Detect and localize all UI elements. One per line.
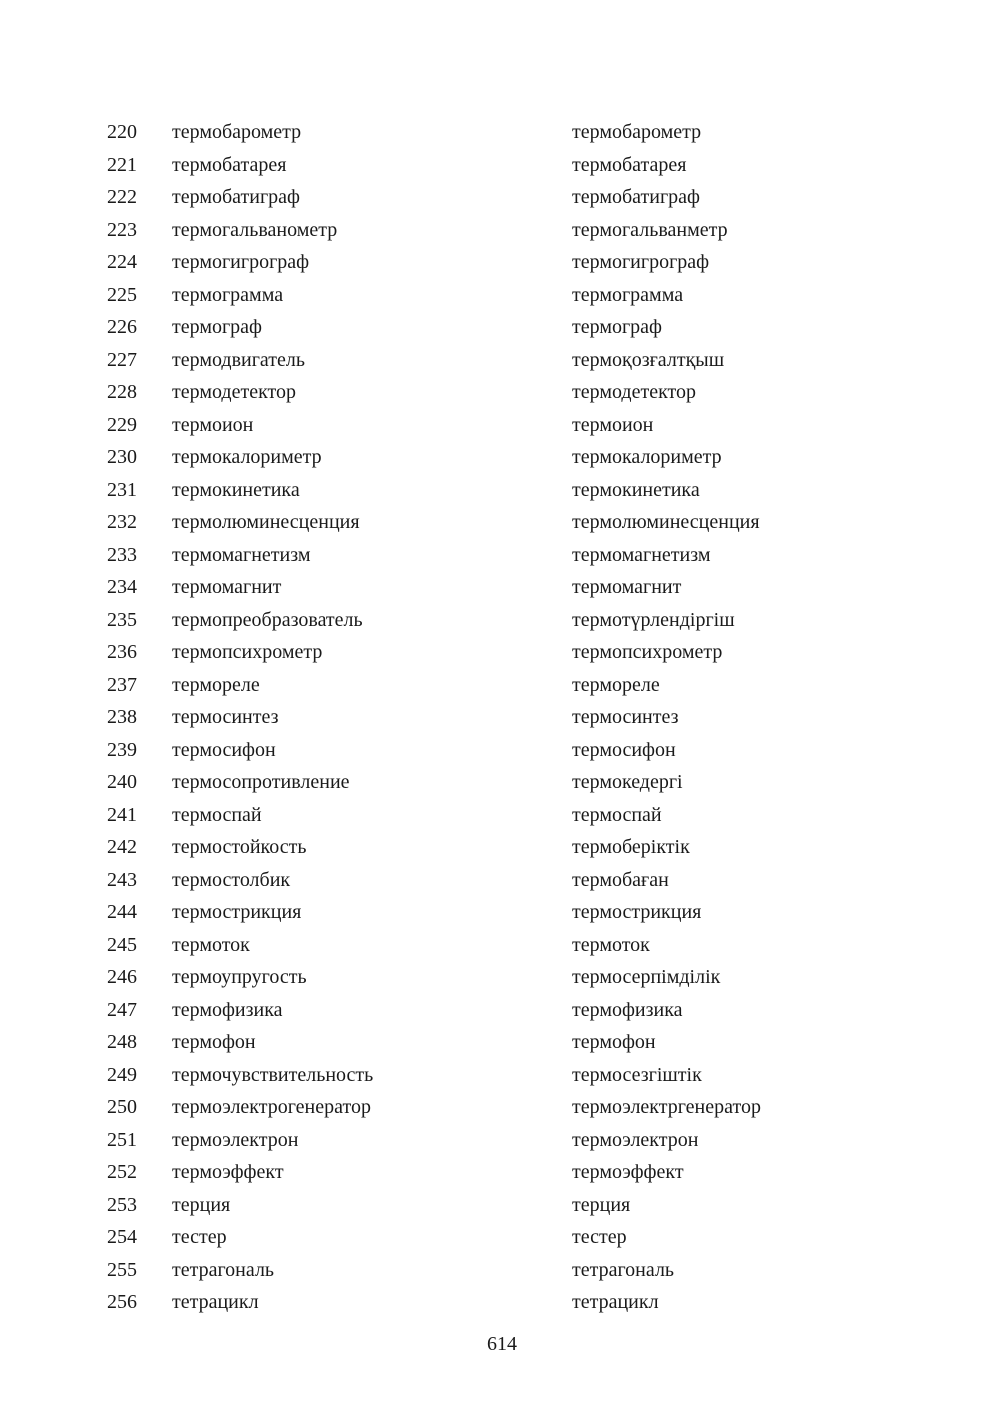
table-row — [0, 1124, 1004, 1157]
term-russian: термопсихрометр — [172, 641, 323, 663]
term-russian: термосифон — [172, 738, 276, 761]
table-row — [0, 734, 1004, 767]
term-kazakh: термоқозғалтқыш — [572, 348, 725, 371]
term-kazakh: термоток — [572, 933, 650, 956]
table-row — [0, 409, 1004, 442]
row-number: 221 — [107, 153, 137, 176]
row-number: 230 — [107, 446, 137, 468]
term-russian: тестер — [172, 1226, 227, 1248]
term-russian: термограф — [172, 316, 263, 338]
term-kazakh: термофизика — [572, 998, 683, 1021]
term-kazakh: термограмма — [572, 283, 684, 306]
term-russian: термосопротивление — [172, 771, 350, 793]
term-kazakh: термодетектор — [572, 381, 696, 403]
term-kazakh: термомагнит — [572, 576, 682, 598]
row-number: 248 — [107, 1031, 137, 1053]
term-russian: термомагнетизм — [172, 543, 311, 566]
row-number: 228 — [107, 381, 137, 403]
term-russian: термочувствительность — [172, 1063, 374, 1086]
table-row — [0, 376, 1004, 409]
term-russian: термобатиграф — [172, 186, 300, 208]
term-kazakh: термокалориметр — [572, 446, 722, 468]
table-row — [0, 181, 1004, 214]
term-russian: термодетектор — [172, 381, 296, 403]
row-number: 237 — [107, 673, 137, 696]
term-russian: термостолбик — [172, 868, 291, 891]
table-row — [0, 701, 1004, 734]
term-kazakh: термомагнетизм — [572, 543, 711, 566]
table-row — [0, 571, 1004, 604]
row-number: 255 — [107, 1258, 137, 1281]
row-number: 252 — [107, 1161, 137, 1183]
term-russian: термолюминесценция — [172, 511, 360, 533]
row-number: 223 — [107, 218, 137, 241]
term-kazakh: термограф — [572, 316, 663, 338]
row-number: 235 — [107, 608, 137, 631]
term-russian: термокалориметр — [172, 446, 322, 468]
term-russian: термоэффект — [172, 1161, 284, 1183]
term-kazakh: термотүрлендіргіш — [572, 608, 735, 631]
term-russian: термореле — [172, 673, 260, 696]
term-kazakh: термореле — [572, 673, 660, 696]
term-kazakh: термобарометр — [572, 121, 702, 143]
term-russian: термостойкость — [172, 836, 307, 858]
term-kazakh: термокинетика — [572, 478, 700, 501]
table-row — [0, 1254, 1004, 1287]
row-number: 227 — [107, 348, 137, 371]
term-russian: термоэлектрон — [172, 1128, 299, 1151]
term-kazakh: термогальванметр — [572, 218, 728, 241]
table-row — [0, 1091, 1004, 1124]
term-russian: термофон — [172, 1031, 256, 1053]
table-row — [0, 799, 1004, 832]
term-russian: термоспай — [172, 803, 262, 826]
table-row — [0, 474, 1004, 507]
term-kazakh: термокедергі — [572, 771, 683, 793]
term-russian: тетрагональ — [172, 1258, 275, 1281]
row-number: 226 — [107, 316, 137, 338]
term-russian: термогальванометр — [172, 218, 338, 241]
term-kazakh: термосерпімділік — [572, 966, 721, 988]
term-kazakh: термоспай — [572, 803, 662, 826]
term-kazakh: термофон — [572, 1031, 656, 1053]
term-russian: термогигрограф — [172, 251, 310, 273]
term-kazakh: термострикция — [572, 901, 702, 923]
row-number: 247 — [107, 998, 137, 1021]
term-kazakh: термосинтез — [572, 706, 679, 728]
table-row — [0, 1156, 1004, 1189]
row-number: 222 — [107, 186, 137, 208]
term-russian: термоэлектрогенератор — [172, 1096, 371, 1118]
row-number: 244 — [107, 901, 137, 923]
table-row — [0, 1059, 1004, 1092]
term-kazakh: термосифон — [572, 738, 676, 761]
term-kazakh: термопсихрометр — [572, 641, 723, 663]
table-row — [0, 246, 1004, 279]
row-number: 220 — [107, 121, 137, 143]
table-row — [0, 1189, 1004, 1222]
row-number: 246 — [107, 966, 137, 988]
term-russian: термострикция — [172, 901, 302, 923]
table-row — [0, 279, 1004, 312]
row-number: 242 — [107, 836, 137, 858]
term-russian: термосинтез — [172, 706, 279, 728]
table-row — [0, 766, 1004, 799]
table-row — [0, 116, 1004, 149]
row-number: 253 — [107, 1193, 137, 1216]
term-russian: термобарометр — [172, 121, 302, 143]
term-kazakh: термоэффект — [572, 1161, 684, 1183]
row-number: 249 — [107, 1063, 137, 1086]
term-russian: термоион — [172, 413, 254, 436]
row-number: 239 — [107, 738, 137, 761]
term-kazakh: термолюминесценция — [572, 511, 760, 533]
row-number: 245 — [107, 933, 137, 956]
table-row — [0, 831, 1004, 864]
term-kazakh: термогигрограф — [572, 251, 710, 273]
row-number: 229 — [107, 413, 137, 436]
term-kazakh: терция — [572, 1193, 631, 1216]
row-number: 231 — [107, 478, 137, 501]
table-row — [0, 1026, 1004, 1059]
term-russian: термокинетика — [172, 478, 300, 501]
term-kazakh: термобаған — [572, 868, 669, 891]
row-number: 250 — [107, 1096, 137, 1118]
table-row — [0, 1286, 1004, 1319]
term-kazakh: тетрагональ — [572, 1258, 675, 1281]
table-row — [0, 506, 1004, 539]
term-russian: термограмма — [172, 283, 284, 306]
table-row — [0, 1221, 1004, 1254]
row-number: 233 — [107, 543, 137, 566]
term-russian: термодвигатель — [172, 348, 305, 371]
row-number: 225 — [107, 283, 137, 306]
term-kazakh: термоэлектрон — [572, 1128, 699, 1151]
row-number: 256 — [107, 1291, 137, 1313]
row-number: 243 — [107, 868, 137, 891]
term-russian: терция — [172, 1193, 231, 1216]
row-number: 241 — [107, 803, 137, 826]
table-row — [0, 864, 1004, 897]
table-row — [0, 896, 1004, 929]
term-kazakh: термоион — [572, 413, 654, 436]
term-kazakh: тестер — [572, 1226, 627, 1248]
term-russian: термомагнит — [172, 576, 282, 598]
term-russian: термоупругость — [172, 966, 307, 988]
term-russian: термобатарея — [172, 153, 287, 176]
term-russian: термофизика — [172, 998, 283, 1021]
term-kazakh: термобатиграф — [572, 186, 700, 208]
row-number: 238 — [107, 706, 137, 728]
term-kazakh: термобатарея — [572, 153, 687, 176]
row-number: 232 — [107, 511, 137, 533]
term-russian: термоток — [172, 933, 250, 956]
row-number: 254 — [107, 1226, 137, 1248]
table-row — [0, 994, 1004, 1027]
page-number: 614 — [487, 1333, 517, 1355]
term-kazakh: термоберіктік — [572, 836, 690, 858]
row-number: 224 — [107, 251, 137, 273]
table-row — [0, 344, 1004, 377]
table-row — [0, 929, 1004, 962]
table-row — [0, 604, 1004, 637]
table-row — [0, 214, 1004, 247]
table-row — [0, 669, 1004, 702]
table-row — [0, 636, 1004, 669]
term-russian: тетрацикл — [172, 1291, 259, 1313]
term-kazakh: термоэлектргенератор — [572, 1096, 761, 1118]
row-number: 240 — [107, 771, 137, 793]
term-table — [0, 116, 1004, 1319]
row-number: 234 — [107, 576, 137, 598]
row-number: 236 — [107, 641, 137, 663]
table-row — [0, 149, 1004, 182]
term-russian: термопреобразователь — [172, 608, 363, 631]
row-number: 251 — [107, 1128, 137, 1151]
table-row — [0, 539, 1004, 572]
term-kazakh: термосезгіштік — [572, 1063, 702, 1086]
term-kazakh: тетрацикл — [572, 1291, 659, 1313]
table-row — [0, 961, 1004, 994]
table-row — [0, 441, 1004, 474]
table-row — [0, 311, 1004, 344]
